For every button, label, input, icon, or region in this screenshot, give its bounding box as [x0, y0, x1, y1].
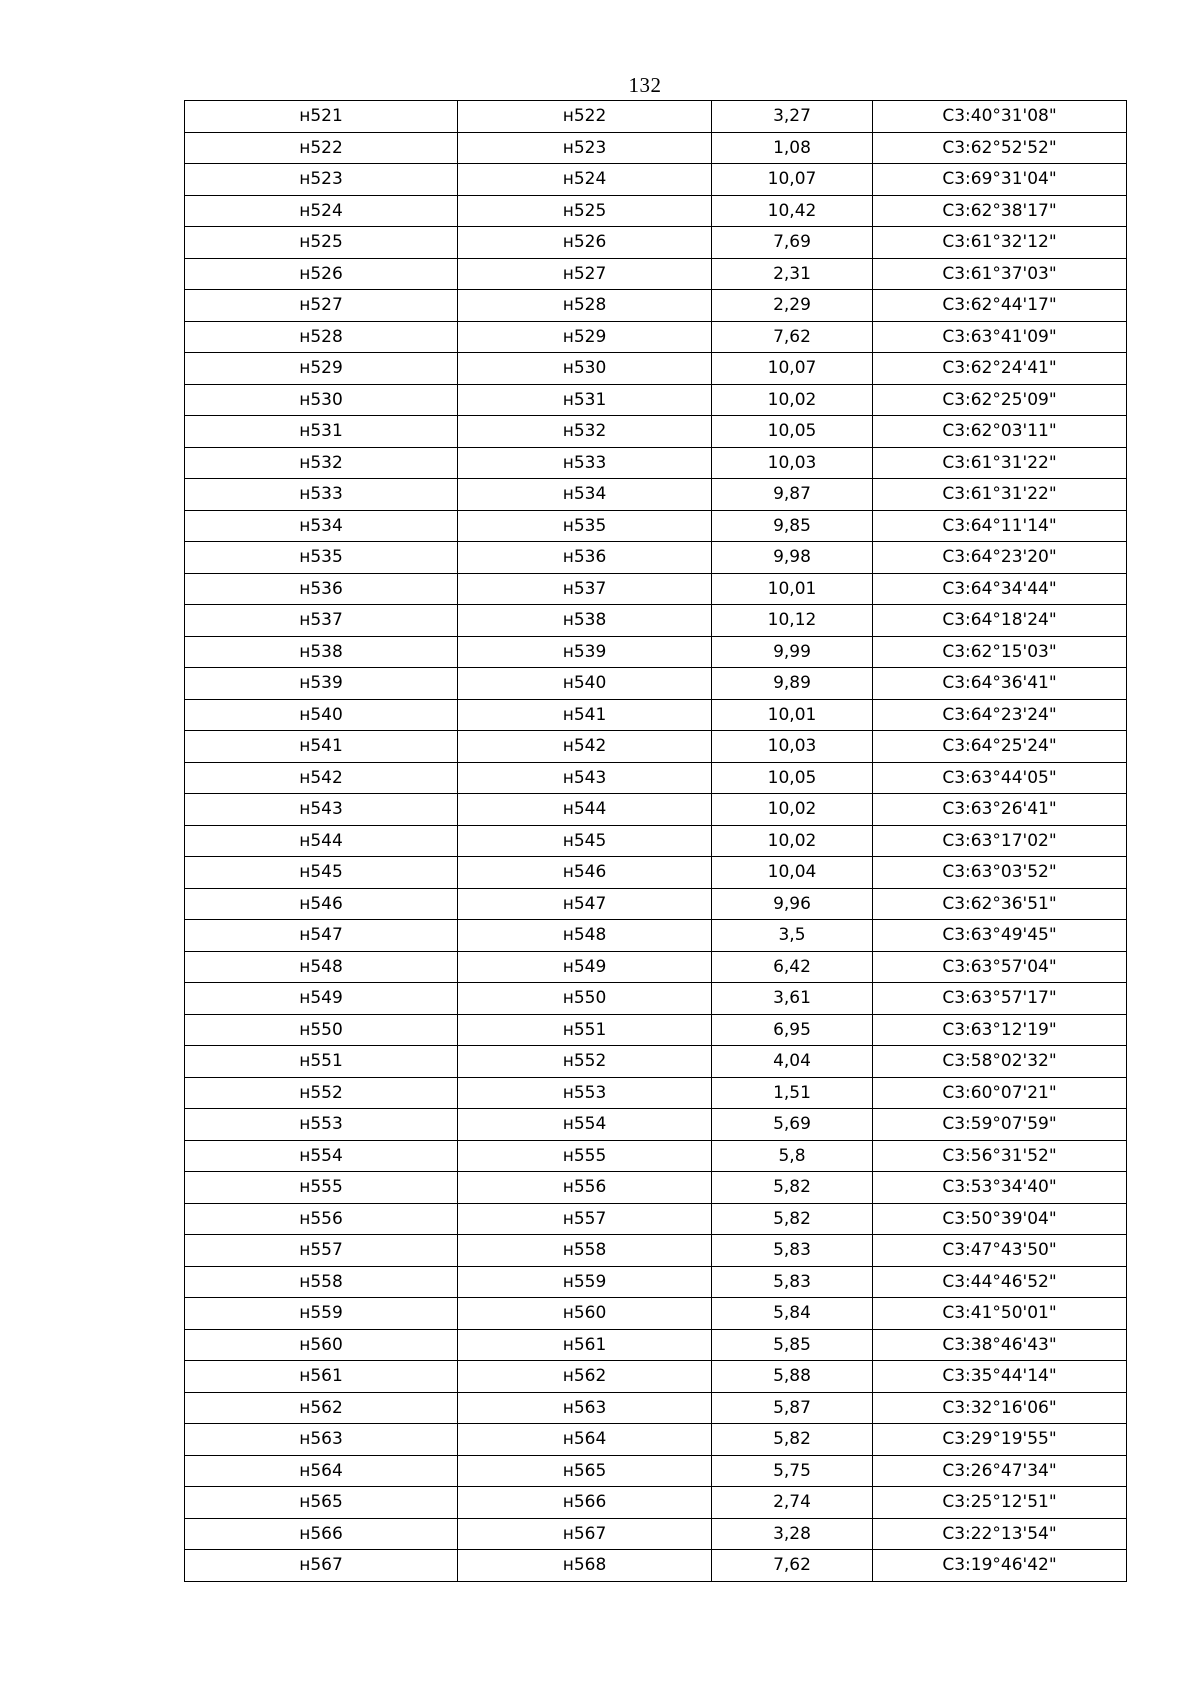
distance-cell: 3,61: [712, 983, 873, 1015]
to-point-cell: н548: [458, 920, 712, 952]
to-point-cell: н536: [458, 542, 712, 574]
distance-cell: 5,87: [712, 1392, 873, 1424]
distance-cell: 4,04: [712, 1046, 873, 1078]
distance-cell: 5,84: [712, 1298, 873, 1330]
from-point-cell: н531: [185, 416, 458, 448]
to-point-cell: н527: [458, 258, 712, 290]
from-point-cell: н564: [185, 1455, 458, 1487]
to-point-cell: н557: [458, 1203, 712, 1235]
distance-cell: 7,62: [712, 321, 873, 353]
from-point-cell: н532: [185, 447, 458, 479]
to-point-cell: н522: [458, 101, 712, 133]
from-point-cell: н524: [185, 195, 458, 227]
table-row: [185, 668, 1127, 700]
table-row: [185, 1424, 1127, 1456]
bearing-cell: С3:35°44'14": [873, 1361, 1127, 1393]
bearing-cell: С3:62°44'17": [873, 290, 1127, 322]
from-point-cell: н540: [185, 699, 458, 731]
bearing-cell: С3:64°11'14": [873, 510, 1127, 542]
distance-cell: 9,99: [712, 636, 873, 668]
bearing-cell: С3:63°49'45": [873, 920, 1127, 952]
table-row: [185, 321, 1127, 353]
table-body: [185, 101, 1127, 1582]
to-point-cell: н539: [458, 636, 712, 668]
from-point-cell: н528: [185, 321, 458, 353]
table-row: [185, 132, 1127, 164]
table-row: [185, 1487, 1127, 1519]
from-point-cell: н549: [185, 983, 458, 1015]
distance-cell: 5,88: [712, 1361, 873, 1393]
to-point-cell: н564: [458, 1424, 712, 1456]
distance-cell: 7,69: [712, 227, 873, 259]
from-point-cell: н535: [185, 542, 458, 574]
from-point-cell: н555: [185, 1172, 458, 1204]
distance-cell: 3,28: [712, 1518, 873, 1550]
table-row: [185, 195, 1127, 227]
to-point-cell: н531: [458, 384, 712, 416]
distance-cell: 10,07: [712, 353, 873, 385]
distance-cell: 10,04: [712, 857, 873, 889]
bearing-cell: С3:58°02'32": [873, 1046, 1127, 1078]
distance-cell: 2,31: [712, 258, 873, 290]
table-row: [185, 857, 1127, 889]
from-point-cell: н563: [185, 1424, 458, 1456]
bearing-cell: С3:19°46'42": [873, 1550, 1127, 1582]
to-point-cell: н551: [458, 1014, 712, 1046]
table-row: [185, 1298, 1127, 1330]
bearing-cell: С3:50°39'04": [873, 1203, 1127, 1235]
distance-cell: 9,85: [712, 510, 873, 542]
distance-cell: 2,74: [712, 1487, 873, 1519]
from-point-cell: н539: [185, 668, 458, 700]
from-point-cell: н523: [185, 164, 458, 196]
to-point-cell: н530: [458, 353, 712, 385]
bearing-cell: С3:40°31'08": [873, 101, 1127, 133]
bearing-cell: С3:69°31'04": [873, 164, 1127, 196]
from-point-cell: н552: [185, 1077, 458, 1109]
to-point-cell: н534: [458, 479, 712, 511]
to-point-cell: н538: [458, 605, 712, 637]
table-row: [185, 1172, 1127, 1204]
distance-cell: 5,8: [712, 1140, 873, 1172]
distance-cell: 10,02: [712, 384, 873, 416]
to-point-cell: н563: [458, 1392, 712, 1424]
to-point-cell: н565: [458, 1455, 712, 1487]
from-point-cell: н547: [185, 920, 458, 952]
from-point-cell: н562: [185, 1392, 458, 1424]
to-point-cell: н556: [458, 1172, 712, 1204]
distance-cell: 9,87: [712, 479, 873, 511]
distance-cell: 10,07: [712, 164, 873, 196]
distance-cell: 10,12: [712, 605, 873, 637]
to-point-cell: н544: [458, 794, 712, 826]
from-point-cell: н550: [185, 1014, 458, 1046]
to-point-cell: н547: [458, 888, 712, 920]
bearing-cell: С3:56°31'52": [873, 1140, 1127, 1172]
table-row: [185, 983, 1127, 1015]
distance-cell: 10,05: [712, 762, 873, 794]
distance-cell: 10,03: [712, 447, 873, 479]
bearing-cell: С3:59°07'59": [873, 1109, 1127, 1141]
distance-cell: 9,98: [712, 542, 873, 574]
table-row: [185, 636, 1127, 668]
table-row: [185, 542, 1127, 574]
from-point-cell: н565: [185, 1487, 458, 1519]
bearing-cell: С3:63°57'17": [873, 983, 1127, 1015]
table-row: [185, 920, 1127, 952]
to-point-cell: н523: [458, 132, 712, 164]
bearing-cell: С3:29°19'55": [873, 1424, 1127, 1456]
distance-cell: 1,08: [712, 132, 873, 164]
bearing-cell: С3:64°34'44": [873, 573, 1127, 605]
to-point-cell: н558: [458, 1235, 712, 1267]
from-point-cell: н558: [185, 1266, 458, 1298]
distance-cell: 9,96: [712, 888, 873, 920]
from-point-cell: н553: [185, 1109, 458, 1141]
to-point-cell: н568: [458, 1550, 712, 1582]
to-point-cell: н560: [458, 1298, 712, 1330]
to-point-cell: н555: [458, 1140, 712, 1172]
distance-cell: 10,42: [712, 195, 873, 227]
bearing-cell: С3:63°12'19": [873, 1014, 1127, 1046]
bearing-cell: С3:63°26'41": [873, 794, 1127, 826]
to-point-cell: н566: [458, 1487, 712, 1519]
to-point-cell: н561: [458, 1329, 712, 1361]
bearing-cell: С3:64°36'41": [873, 668, 1127, 700]
to-point-cell: н567: [458, 1518, 712, 1550]
from-point-cell: н543: [185, 794, 458, 826]
table-row: [185, 510, 1127, 542]
distance-cell: 5,75: [712, 1455, 873, 1487]
bearing-cell: С3:61°37'03": [873, 258, 1127, 290]
to-point-cell: н562: [458, 1361, 712, 1393]
distance-cell: 10,03: [712, 731, 873, 763]
table-row: [185, 1361, 1127, 1393]
bearing-cell: С3:64°25'24": [873, 731, 1127, 763]
distance-cell: 10,05: [712, 416, 873, 448]
from-point-cell: н557: [185, 1235, 458, 1267]
from-point-cell: н534: [185, 510, 458, 542]
bearing-cell: С3:41°50'01": [873, 1298, 1127, 1330]
distance-cell: 6,95: [712, 1014, 873, 1046]
to-point-cell: н554: [458, 1109, 712, 1141]
from-point-cell: н567: [185, 1550, 458, 1582]
from-point-cell: н548: [185, 951, 458, 983]
table-row: [185, 353, 1127, 385]
bearing-cell: С3:64°23'24": [873, 699, 1127, 731]
bearing-cell: С3:62°15'03": [873, 636, 1127, 668]
table-row: [185, 1266, 1127, 1298]
from-point-cell: н533: [185, 479, 458, 511]
from-point-cell: н542: [185, 762, 458, 794]
distance-cell: 10,01: [712, 699, 873, 731]
distance-cell: 1,51: [712, 1077, 873, 1109]
table-row: [185, 1046, 1127, 1078]
table-row: [185, 1518, 1127, 1550]
to-point-cell: н532: [458, 416, 712, 448]
distance-cell: 7,62: [712, 1550, 873, 1582]
from-point-cell: н551: [185, 1046, 458, 1078]
to-point-cell: н541: [458, 699, 712, 731]
table-row: [185, 384, 1127, 416]
to-point-cell: н553: [458, 1077, 712, 1109]
table-row: [185, 794, 1127, 826]
table-row: [185, 762, 1127, 794]
boundary-points-table: [184, 100, 1127, 1582]
distance-cell: 9,89: [712, 668, 873, 700]
bearing-cell: С3:32°16'06": [873, 1392, 1127, 1424]
bearing-cell: С3:62°36'51": [873, 888, 1127, 920]
bearing-cell: С3:26°47'34": [873, 1455, 1127, 1487]
to-point-cell: н535: [458, 510, 712, 542]
bearing-cell: С3:62°03'11": [873, 416, 1127, 448]
table-row: [185, 416, 1127, 448]
bearing-cell: С3:63°57'04": [873, 951, 1127, 983]
from-point-cell: н559: [185, 1298, 458, 1330]
to-point-cell: н533: [458, 447, 712, 479]
from-point-cell: н525: [185, 227, 458, 259]
table-row: [185, 1077, 1127, 1109]
to-point-cell: н550: [458, 983, 712, 1015]
distance-cell: 3,27: [712, 101, 873, 133]
from-point-cell: н561: [185, 1361, 458, 1393]
bearing-cell: С3:62°38'17": [873, 195, 1127, 227]
distance-cell: 5,69: [712, 1109, 873, 1141]
table-row: [185, 1550, 1127, 1582]
bearing-cell: С3:63°44'05": [873, 762, 1127, 794]
table-row: [185, 1235, 1127, 1267]
bearing-cell: С3:53°34'40": [873, 1172, 1127, 1204]
distance-cell: 10,01: [712, 573, 873, 605]
to-point-cell: н537: [458, 573, 712, 605]
table-row: [185, 1455, 1127, 1487]
table-row: [185, 479, 1127, 511]
distance-cell: 2,29: [712, 290, 873, 322]
table-row: [185, 888, 1127, 920]
to-point-cell: н526: [458, 227, 712, 259]
distance-cell: 5,82: [712, 1172, 873, 1204]
distance-cell: 5,83: [712, 1266, 873, 1298]
distance-cell: 5,82: [712, 1203, 873, 1235]
from-point-cell: н566: [185, 1518, 458, 1550]
table-row: [185, 573, 1127, 605]
from-point-cell: н530: [185, 384, 458, 416]
to-point-cell: н528: [458, 290, 712, 322]
to-point-cell: н529: [458, 321, 712, 353]
bearing-cell: С3:44°46'52": [873, 1266, 1127, 1298]
bearing-cell: С3:47°43'50": [873, 1235, 1127, 1267]
to-point-cell: н524: [458, 164, 712, 196]
bearing-cell: С3:62°24'41": [873, 353, 1127, 385]
table-row: [185, 227, 1127, 259]
table-row: [185, 1203, 1127, 1235]
bearing-cell: С3:61°31'22": [873, 479, 1127, 511]
bearing-cell: С3:64°23'20": [873, 542, 1127, 574]
from-point-cell: н546: [185, 888, 458, 920]
bearing-cell: С3:63°03'52": [873, 857, 1127, 889]
table-row: [185, 1014, 1127, 1046]
bearing-cell: С3:38°46'43": [873, 1329, 1127, 1361]
distance-cell: 5,85: [712, 1329, 873, 1361]
distance-cell: 5,82: [712, 1424, 873, 1456]
table-row: [185, 101, 1127, 133]
from-point-cell: н522: [185, 132, 458, 164]
distance-cell: 3,5: [712, 920, 873, 952]
from-point-cell: н527: [185, 290, 458, 322]
table-row: [185, 1392, 1127, 1424]
from-point-cell: н537: [185, 605, 458, 637]
to-point-cell: н549: [458, 951, 712, 983]
to-point-cell: н545: [458, 825, 712, 857]
to-point-cell: н559: [458, 1266, 712, 1298]
from-point-cell: н554: [185, 1140, 458, 1172]
from-point-cell: н541: [185, 731, 458, 763]
bearing-cell: С3:25°12'51": [873, 1487, 1127, 1519]
distance-cell: 10,02: [712, 825, 873, 857]
table-row: [185, 1109, 1127, 1141]
table-row: [185, 699, 1127, 731]
table-row: [185, 164, 1127, 196]
bearing-cell: С3:62°52'52": [873, 132, 1127, 164]
bearing-cell: С3:62°25'09": [873, 384, 1127, 416]
from-point-cell: н556: [185, 1203, 458, 1235]
to-point-cell: н543: [458, 762, 712, 794]
from-point-cell: н560: [185, 1329, 458, 1361]
table-row: [185, 290, 1127, 322]
from-point-cell: н544: [185, 825, 458, 857]
table-row: [185, 1329, 1127, 1361]
to-point-cell: н552: [458, 1046, 712, 1078]
bearing-cell: С3:61°31'22": [873, 447, 1127, 479]
table-row: [185, 825, 1127, 857]
page-number: 132: [628, 73, 662, 97]
bearing-cell: С3:61°32'12": [873, 227, 1127, 259]
bearing-cell: С3:64°18'24": [873, 605, 1127, 637]
table-row: [185, 731, 1127, 763]
from-point-cell: н536: [185, 573, 458, 605]
from-point-cell: н526: [185, 258, 458, 290]
from-point-cell: н521: [185, 101, 458, 133]
table-row: [185, 258, 1127, 290]
distance-cell: 10,02: [712, 794, 873, 826]
from-point-cell: н529: [185, 353, 458, 385]
bearing-cell: С3:63°17'02": [873, 825, 1127, 857]
table-row: [185, 951, 1127, 983]
table-row: [185, 1140, 1127, 1172]
bearing-cell: С3:22°13'54": [873, 1518, 1127, 1550]
from-point-cell: н545: [185, 857, 458, 889]
to-point-cell: н540: [458, 668, 712, 700]
distance-cell: 6,42: [712, 951, 873, 983]
table-row: [185, 447, 1127, 479]
from-point-cell: н538: [185, 636, 458, 668]
to-point-cell: н525: [458, 195, 712, 227]
bearing-cell: С3:60°07'21": [873, 1077, 1127, 1109]
distance-cell: 5,83: [712, 1235, 873, 1267]
to-point-cell: н546: [458, 857, 712, 889]
to-point-cell: н542: [458, 731, 712, 763]
bearing-cell: С3:63°41'09": [873, 321, 1127, 353]
table-row: [185, 605, 1127, 637]
